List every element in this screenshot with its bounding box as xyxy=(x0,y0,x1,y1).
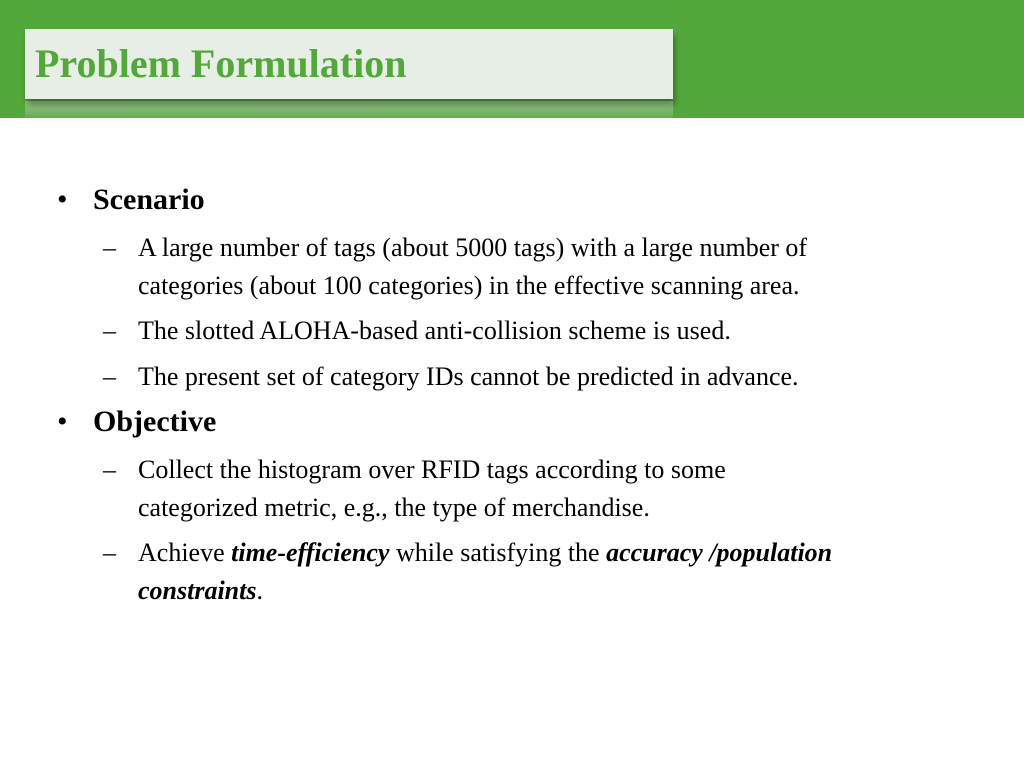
section-heading-objective: Objective xyxy=(93,405,217,438)
dash-symbol: – xyxy=(103,455,116,484)
objective-item-2-part2: while satisfying the xyxy=(389,538,607,567)
scenario-item-3: The present set of category IDs cannot be predicted in advance. xyxy=(138,362,799,391)
slide-title: Problem Formulation xyxy=(35,41,407,86)
dash-symbol: – xyxy=(103,538,116,567)
objective-item-1-line1: Collect the histogram over RFID tags according to some xyxy=(138,455,726,484)
objective-item-2 xyxy=(138,534,988,610)
bullet-symbol: • xyxy=(57,183,68,216)
scenario-item-1-line1: A large number of tags (about 5000 tags) with a large number of xyxy=(138,233,808,262)
emphasis-constraints: constraints xyxy=(138,576,257,605)
dash-symbol: – xyxy=(103,316,116,345)
emphasis-time-efficiency: time-efficiency xyxy=(231,538,390,567)
dash-symbol: – xyxy=(103,362,116,391)
objective-item-1 xyxy=(138,451,988,527)
scenario-item-1 xyxy=(138,229,988,305)
objective-item-2-part1: Achieve xyxy=(138,538,232,567)
scenario-item-2: The slotted ALOHA-based anti-collision scheme is used. xyxy=(138,316,731,345)
dash-symbol: – xyxy=(103,233,116,262)
section-heading-scenario: Scenario xyxy=(93,183,205,216)
scenario-item-1-line2: categories (about 100 categories) in the effective scanning area. xyxy=(138,271,800,300)
emphasis-accuracy-population: accuracy /population xyxy=(606,538,833,567)
objective-item-2-part3: . xyxy=(256,576,263,605)
objective-item-1-line2: categorized metric, e.g., the type of merchandise. xyxy=(138,493,650,522)
bullet-symbol: • xyxy=(57,405,68,438)
